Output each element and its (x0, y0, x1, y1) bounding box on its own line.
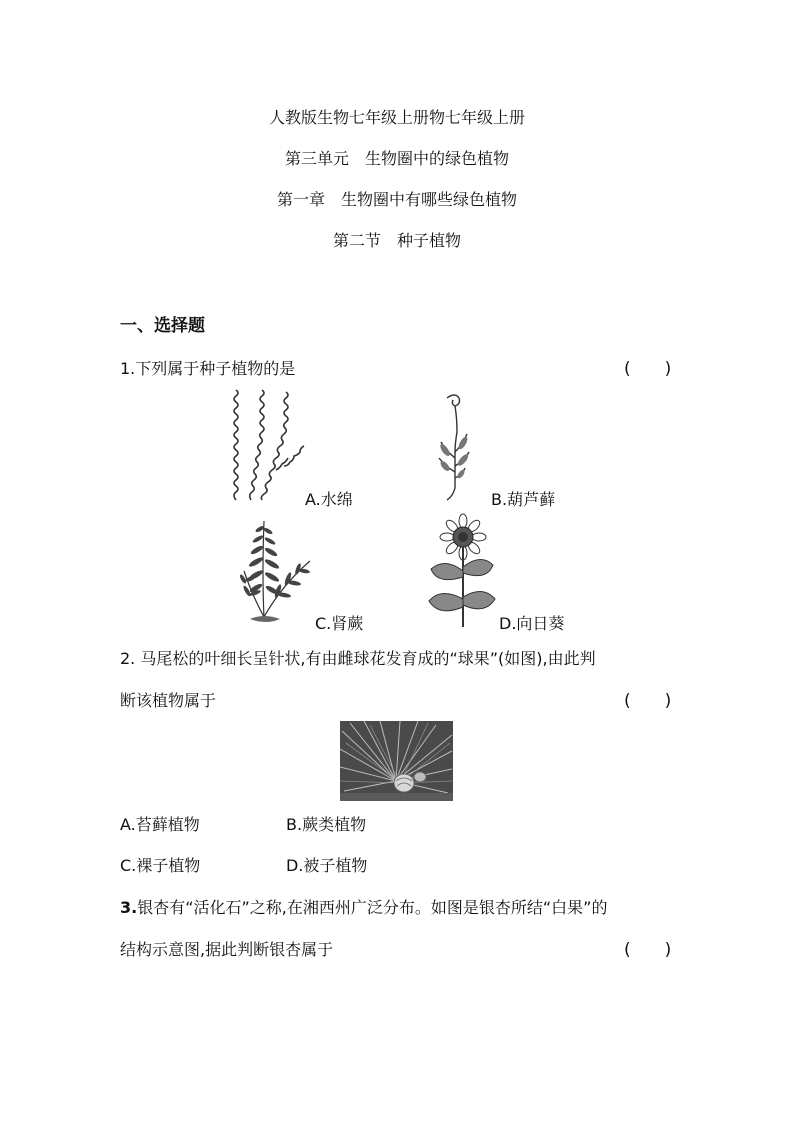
q2-stem-line2: 断该植物属于 (120, 691, 217, 710)
q2-option-b: B.蕨类植物 (286, 815, 367, 834)
q1-option-a: A.水绵 (305, 490, 353, 509)
doc-title: 人教版生物七年级上册物七年级上册 (268, 108, 525, 127)
pine-cone-photo (340, 721, 453, 801)
q1-option-c: C.肾蕨 (315, 614, 364, 633)
section-title: 一、选择题 (120, 316, 205, 336)
sunflower-illustration (425, 513, 497, 629)
q1-option-b: B.葫芦藓 (491, 490, 556, 509)
q3-stem-line2: 结构示意图,据此判断银杏属于 (120, 940, 334, 959)
q2-option-d: D.被子植物 (286, 856, 368, 875)
q3-answer-paren: ( ) (624, 940, 672, 960)
spirogyra-illustration (228, 388, 308, 506)
fern-illustration (238, 515, 316, 627)
q1-answer-paren: ( ) (624, 359, 672, 379)
q3-stem-line1: 3.银杏有“活化石”之称,在湘西州广泛分布。如图是银杏所结“白果”的 (120, 898, 608, 917)
q1-option-d: D.向日葵 (499, 614, 565, 633)
q2-option-a: A.苔藓植物 (120, 815, 200, 834)
q3-number: 3. (120, 898, 138, 917)
q1-stem: 1.下列属于种子植物的是 (120, 359, 296, 378)
section-heading: 第二节 种子植物 (332, 231, 461, 250)
unit-title: 第三单元 生物圈中的绿色植物 (284, 149, 509, 168)
q2-stem-line1: 2. 马尾松的叶细长呈针状,有由雌球花发育成的“球果”(如图),由此判 (120, 649, 596, 668)
moss-illustration (433, 388, 473, 504)
q2-option-c: C.裸子植物 (120, 856, 201, 875)
q2-answer-paren: ( ) (624, 691, 672, 711)
chapter-title: 第一章 生物圈中有哪些绿色植物 (276, 190, 517, 209)
